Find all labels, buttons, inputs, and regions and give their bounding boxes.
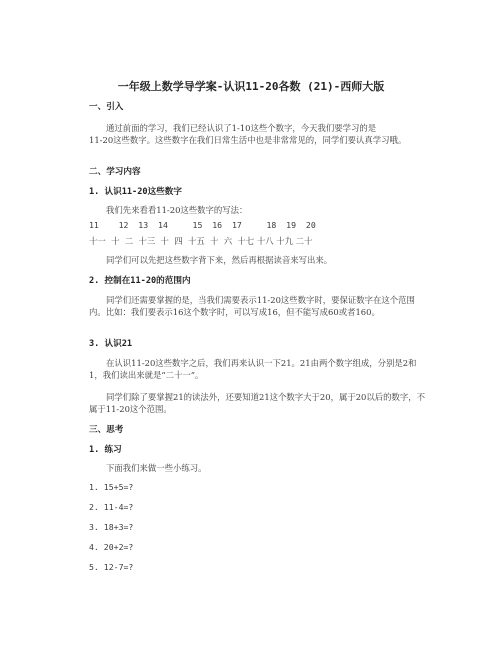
intro-paragraph-line1: 通过前面的学习，我们已经认识了1-10这些个数字，今天我们要学习的是 <box>106 123 377 133</box>
practice-intro: 下面我们来做一些小练习。 <box>106 463 207 473</box>
s1-paragraph-1: 我们先来看看11-20这些数字的写法： <box>106 205 248 215</box>
subsection-heading-practice: 1. 练习 <box>89 445 122 455</box>
section-heading-content: 二、学习内容 <box>89 167 141 177</box>
document-title: 一年级上数学导学案-认识11-20各数 (21)-西师大版 <box>117 80 385 93</box>
section-heading-intro: 一、引入 <box>89 102 124 112</box>
subsection-heading-1: 1. 认识11-20这些数字 <box>89 187 182 197</box>
chinese-numbers-row: 十一 十 二 十三 十 四 十五 十 六 十七 十八 十九 二十 <box>89 236 313 246</box>
intro-paragraph-rest: 11-20这些数字。这些数字在我们日常生活中也是非常常见的，同学们要认真学习哦。 <box>89 135 407 145</box>
subsection-heading-2: 2. 控制在11-20的范围内 <box>89 276 191 286</box>
section-heading-think: 三、思考 <box>89 425 124 435</box>
s2-paragraph-1: 同学们还需要掌握的是，当我们需要表示11-20这些数字时，要保证数字在这个范围内。比如：我们要表示16这个数字时，可以写成16，但不能写成60或者160。 <box>89 295 415 318</box>
exercise-item: 2. 11-4=? <box>89 502 134 512</box>
exercise-item: 1. 15+5=? <box>89 482 134 492</box>
s3-paragraph-2: 同学们除了要掌握21的读法外，还要知道21这个数字大于20，属于20以后的数字，不属于11-20这个范围。 <box>89 392 425 415</box>
exercise-item: 5. 12-7=? <box>89 562 134 572</box>
s1-paragraph-2: 同学们可以先把这些数字背下来，然后再根据读音来写出来。 <box>106 255 333 265</box>
exercise-item: 3. 18+3=? <box>89 522 134 532</box>
subsection-heading-3: 3. 认识21 <box>89 339 133 349</box>
s3-paragraph-1: 在认识11-20这些数字之后，我们再来认识一下21。21由两个数字组成，分别是2和1，我们读出来就是“二十一”。 <box>89 358 417 381</box>
exercise-item: 4. 20+2=? <box>89 542 134 552</box>
numbers-row: 11 12 13 14 15 16 17 18 19 20 <box>89 220 316 230</box>
